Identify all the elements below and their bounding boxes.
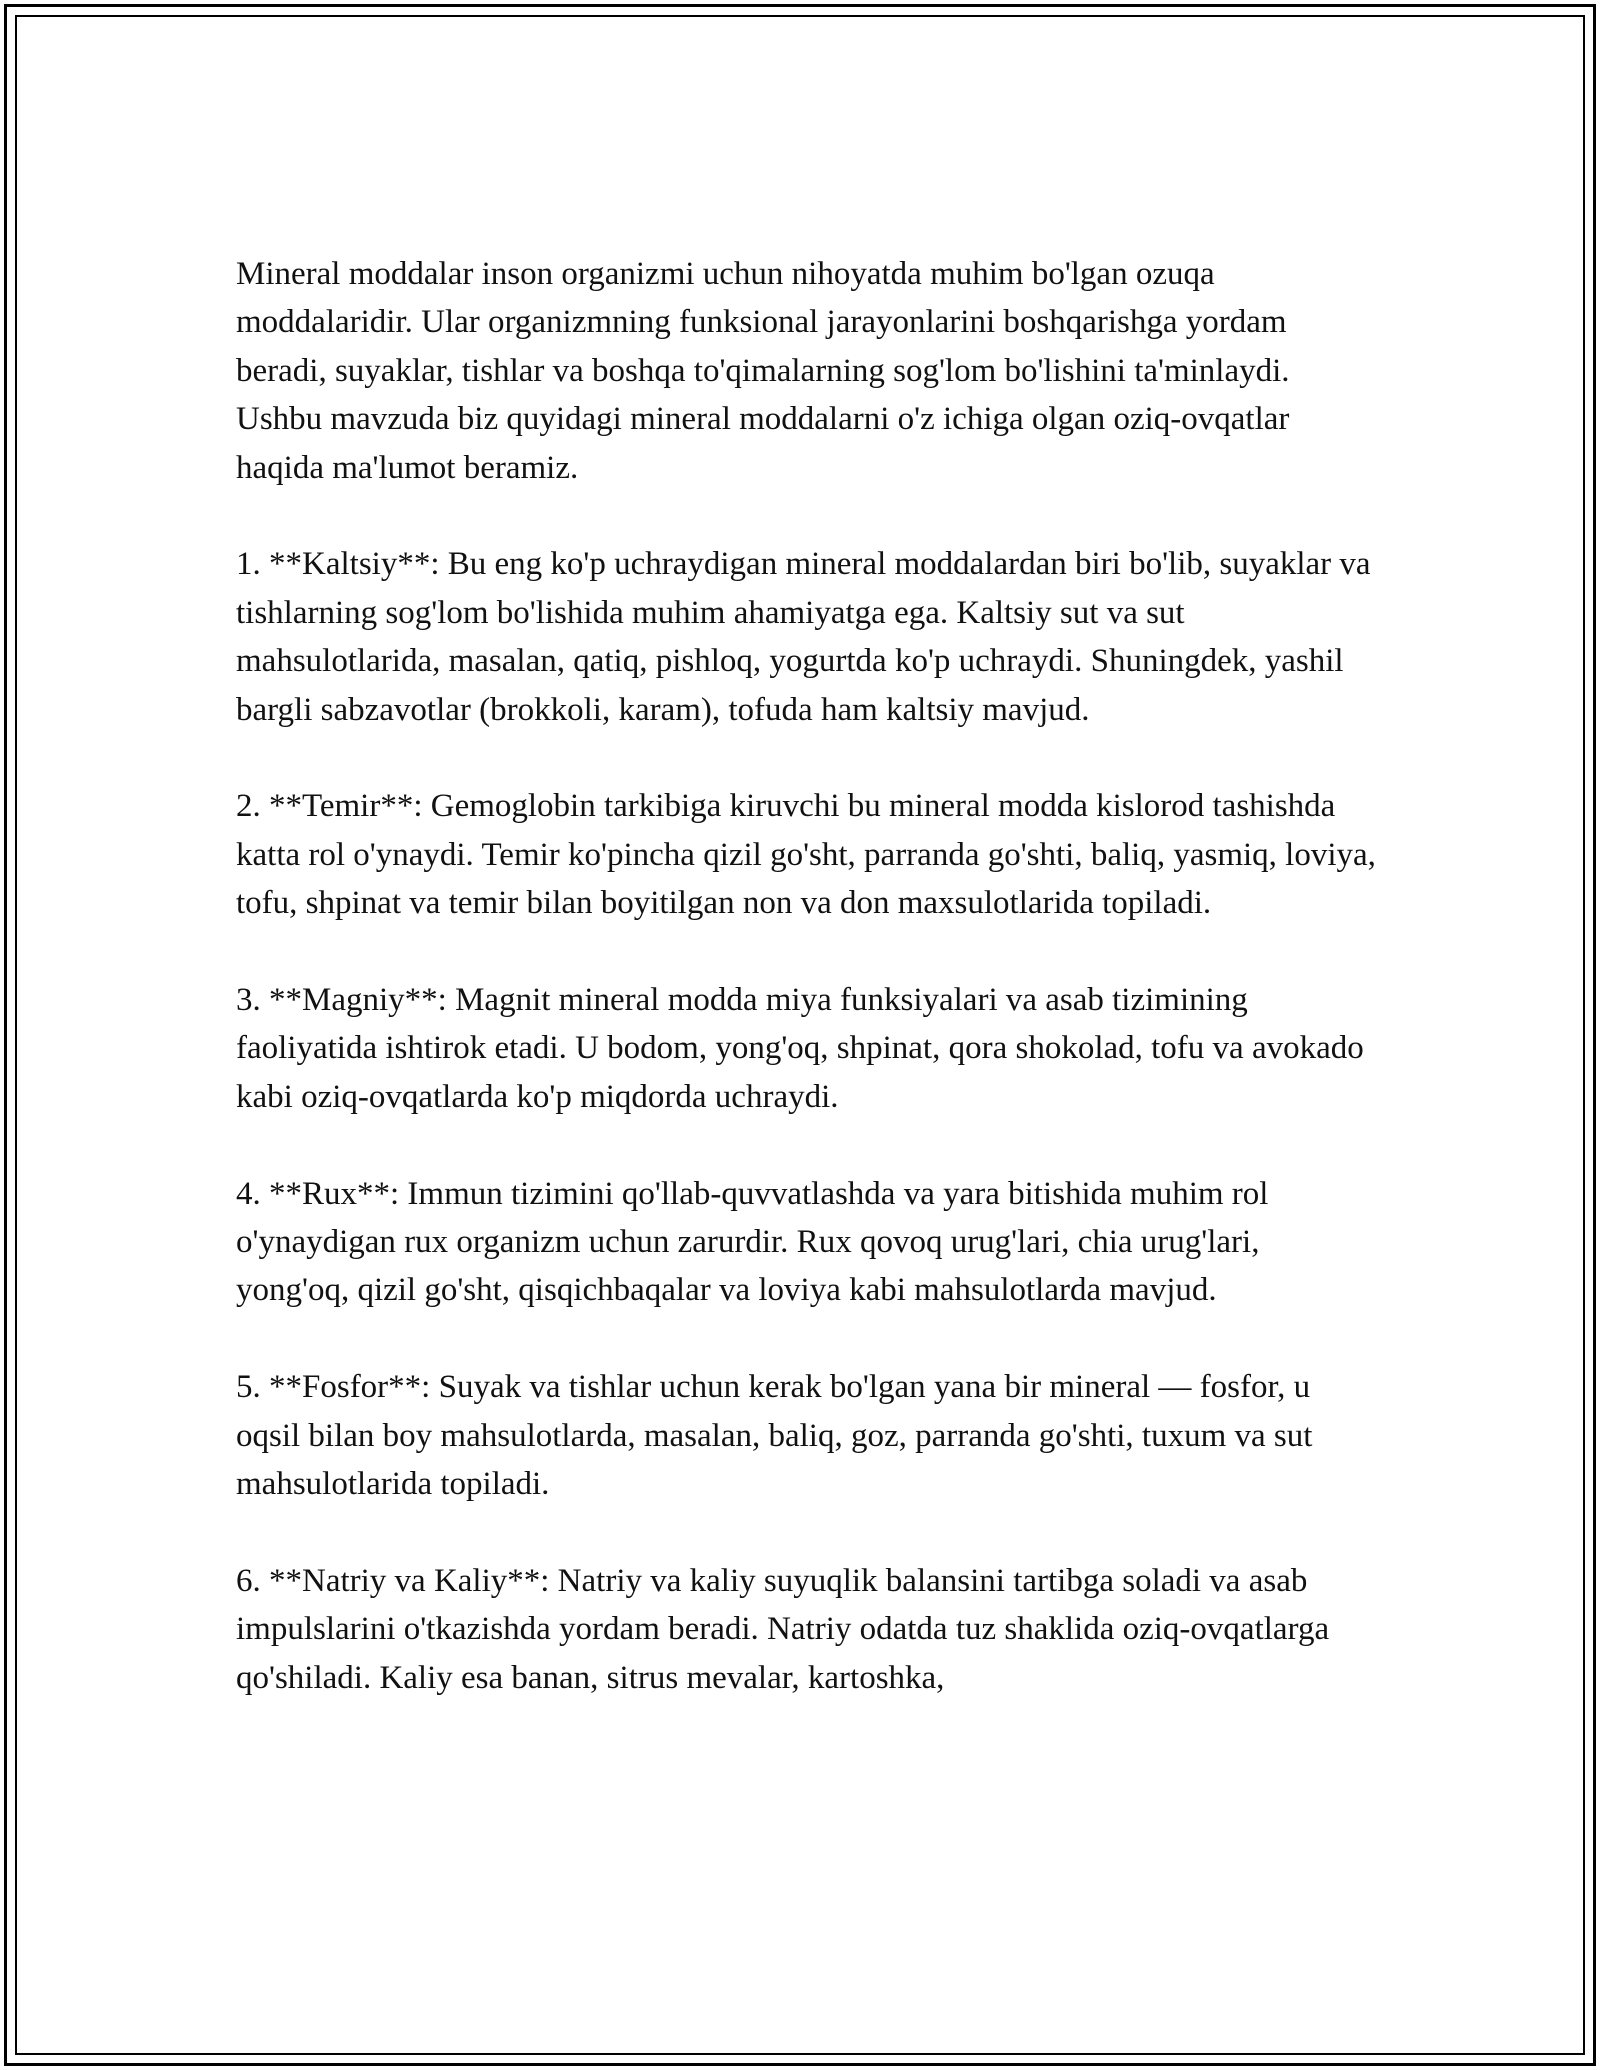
paragraph-rux: 4. **Rux**: Immun tizimini qo'llab-quvvatlashda va yara bitishida muhim rol o'ynaydigan rux organizm uchun zarurdir. Rux qovoq urug'lari, chia urug'lari, yong'oq, qizil go'sht, qisqichbaqalar va loviya kabi mahsulotlarda mavjud.: [236, 1175, 1269, 1309]
paragraph-magniy: 3. **Magniy**: Magnit mineral modda miya funksiyalari va asab tizimining faoliyatida ishtirok etadi. U bodom, yong'oq, shpinat, qora shokolad, tofu va avokado kabi oziq-ovqatlarda ko'p miqdorda uchraydi.: [236, 982, 1364, 1115]
document-body: [236, 250, 1376, 1750]
paragraph-temir: 2. **Temir**: Gemoglobin tarkibiga kiruvchi bu mineral modda kislorod tashishda katta rol o'ynaydi. Temir ko'pincha qizil go'sht, parranda go'shti, baliq, yasmiq, loviya, tofu, shpinat va temir bilan boyitilgan non va don maxsulotlarida topiladi.: [236, 788, 1376, 922]
intro-paragraph: Mineral moddalar inson organizmi uchun nihoyatda muhim bo'lgan ozuqa moddalaridir. Ular organizmning funksional jarayonlarini boshqarishga yordam beradi, suyaklar, tishlar va boshqa to'qimalarning sog'lom bo'lishini ta'minlaydi. Ushbu mavzuda biz quyidagi mineral moddalarni o'z ichiga olgan oziq-ovqatlar haqida ma'lumot beramiz.: [236, 256, 1290, 486]
paragraph-fosfor: 5. **Fosfor**: Suyak va tishlar uchun kerak bo'lgan yana bir mineral — fosfor, u oqsil bilan boy mahsulotlarda, masalan, baliq, goz, parranda go'shti, tuxum va sut mahsulotlarida topiladi.: [236, 1369, 1313, 1503]
paragraph-kaltsiy: 1. **Kaltsiy**: Bu eng ko'p uchraydigan mineral moddalardan biri bo'lib, suyaklar va tishlarning sog'lom bo'lishida muhim ahamiyatga ega. Kaltsiy sut va sut mahsulotlarida, masalan, qatiq, pishloq, yogurtda ko'p uchraydi. Shuningdek, yashil bargli sabzavotlar (brokkoli, karam), tofuda ham kaltsiy mavjud.: [236, 546, 1371, 728]
paragraph-natriy-kaliy: 6. **Natriy va Kaliy**: Natriy va kaliy suyuqlik balansini tartibga soladi va asab impulslarini o'tkazishda yordam beradi. Natriy odatda tuz shaklida oziq-ovqatlarga qo'shiladi. Kaliy esa banan, sitrus mevalar, kartoshka,: [236, 1562, 1330, 1696]
